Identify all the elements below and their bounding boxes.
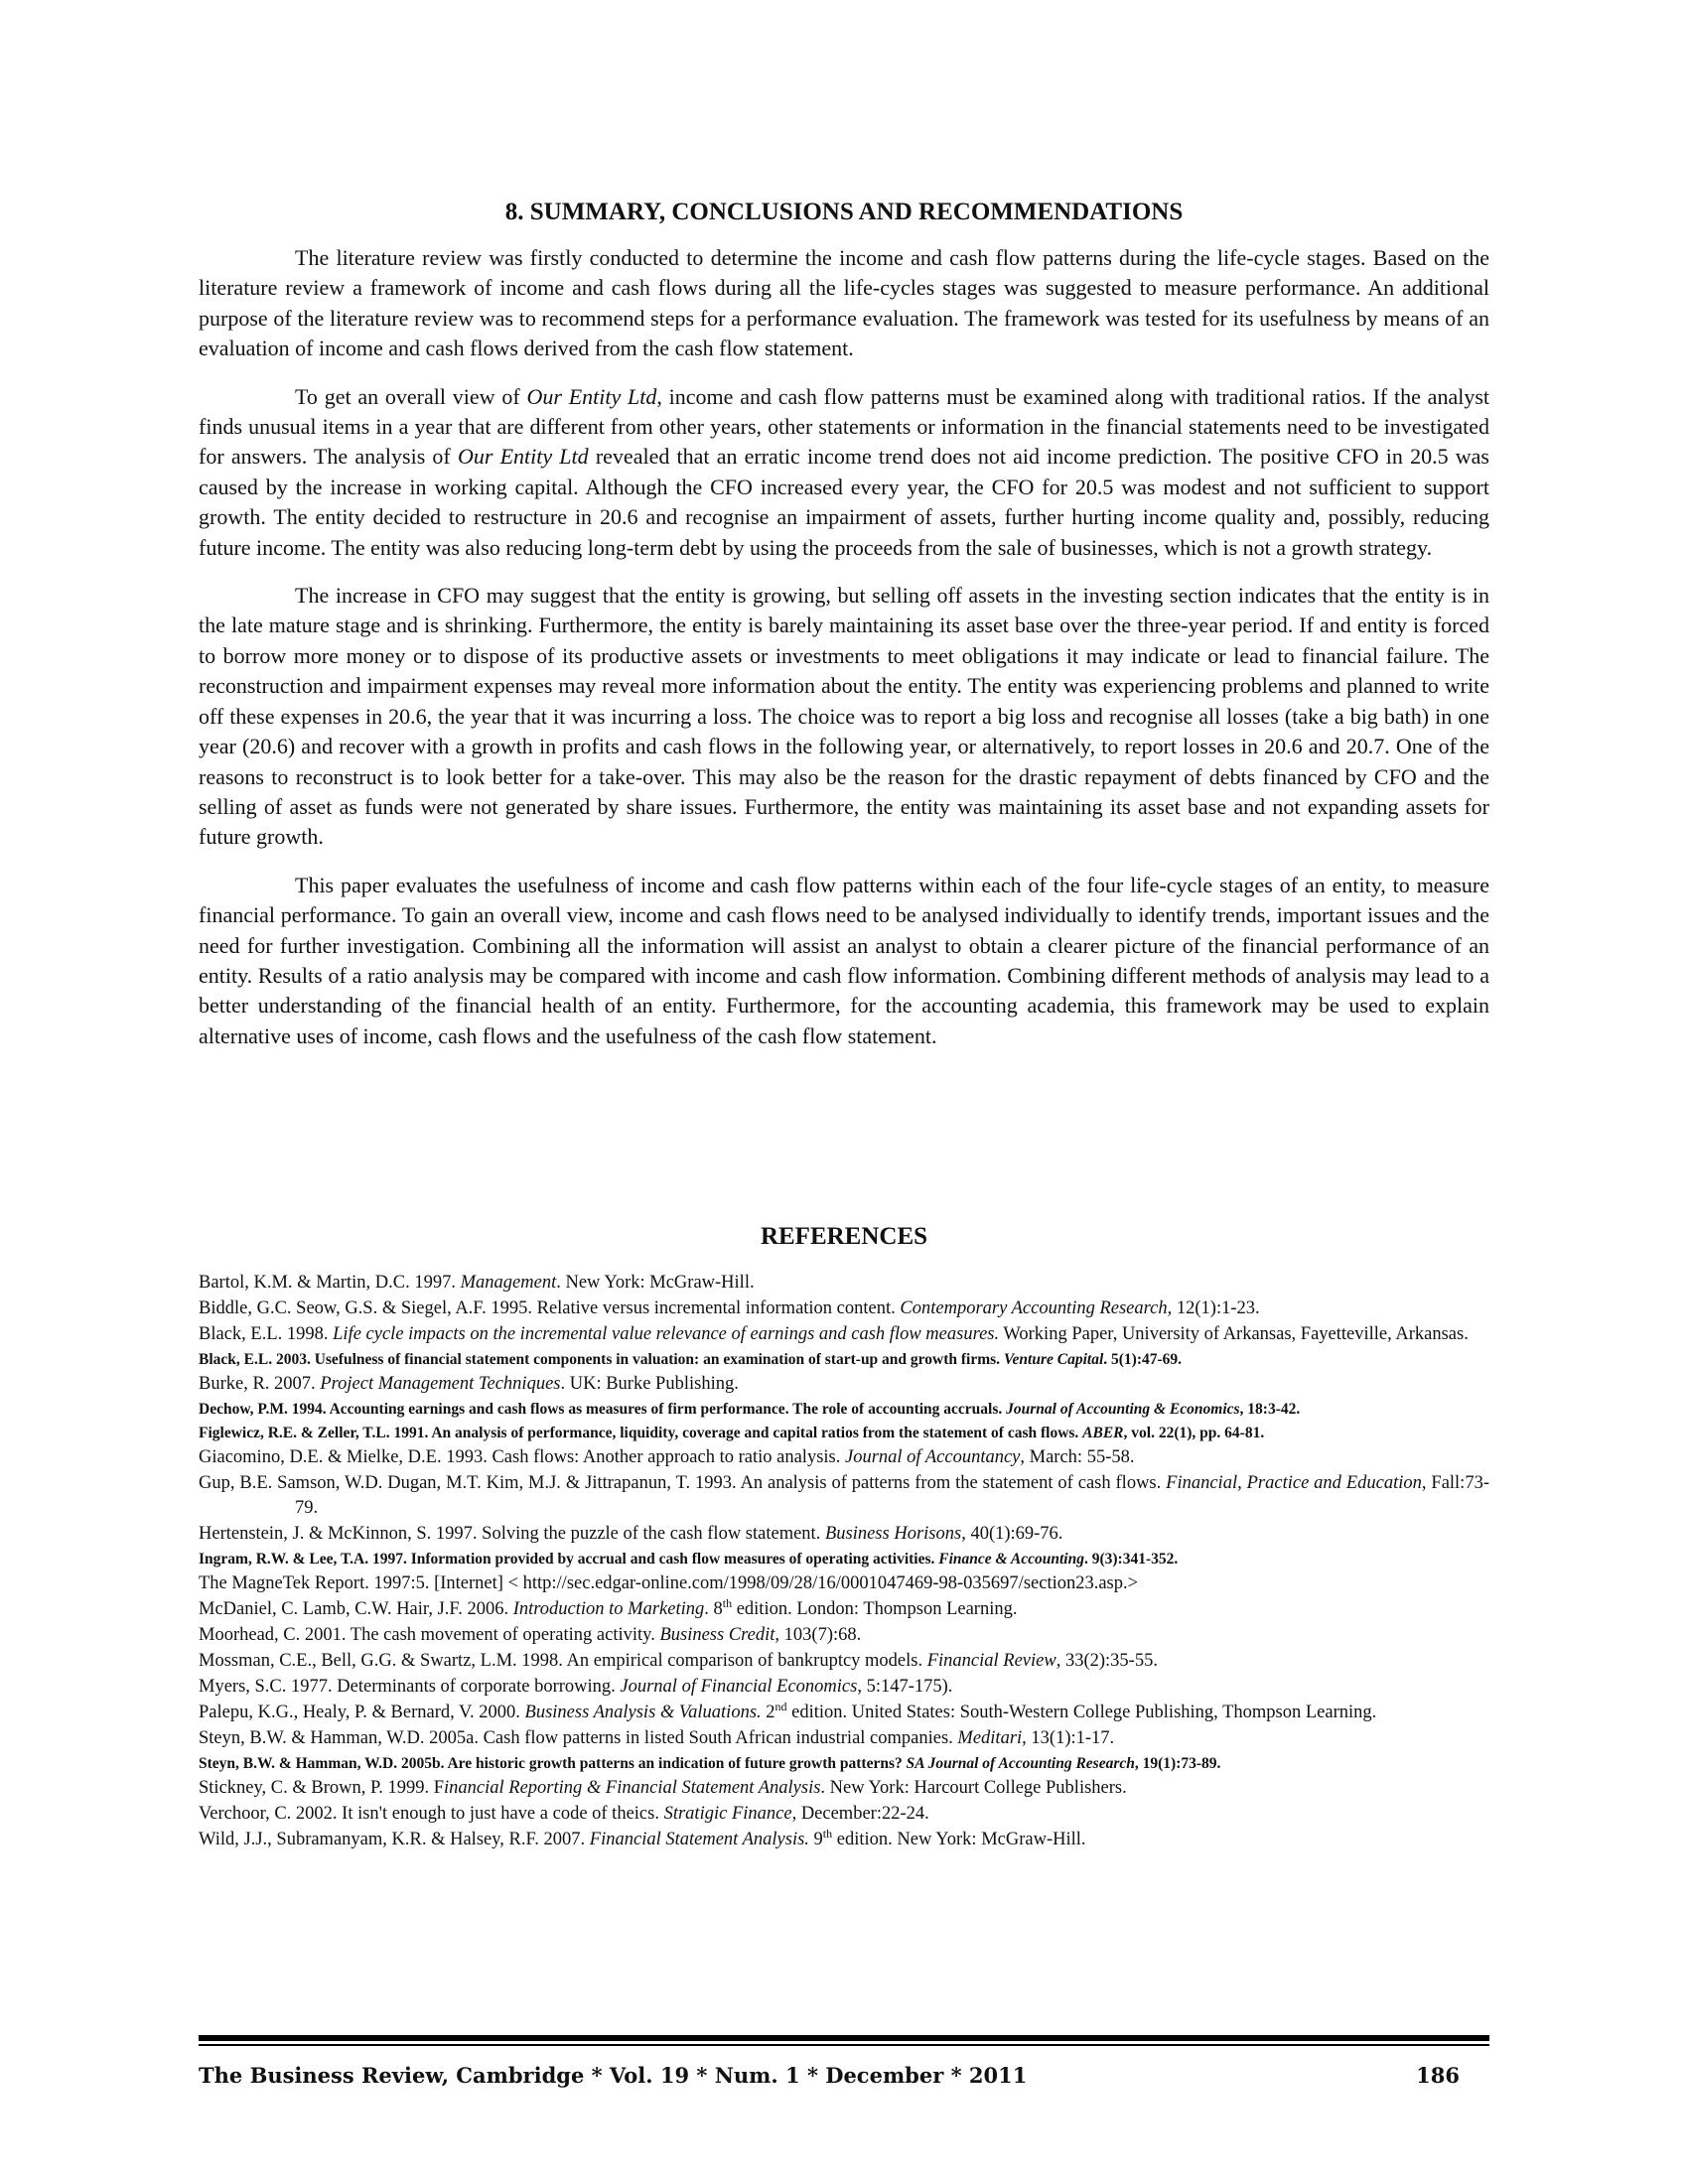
text-run: Hertenstein, J. & McKinnon, S. 1997. Solving the puzzle of the cash flow statement. xyxy=(199,1524,825,1544)
text-run: Moorhead, C. 2001. The cash movement of operating activity. xyxy=(199,1625,660,1645)
text-run: , 5:147-175). xyxy=(857,1677,953,1697)
reference-entry xyxy=(199,1726,1489,1751)
text-run: Biddle, G.C. Seow, G.S. & Siegel, A.F. 1995. Relative versus incremental information content. xyxy=(199,1298,901,1318)
text-run: Gup, B.E. Samson, W.D. Dugan, M.T. Kim, M.J. & Jittrapanun, T. 1993. An analysis of patterns from the statement of cash flows. xyxy=(199,1473,1167,1493)
reference-entry xyxy=(199,1675,1489,1700)
italic-text: ABER xyxy=(1082,1425,1124,1441)
text-run: , 13(1):1-17. xyxy=(1022,1728,1115,1748)
section-heading: 8. SUMMARY, CONCLUSIONS AND RECOMMENDATIONS xyxy=(504,199,1184,225)
paper-page xyxy=(199,0,1489,2184)
italic-text: Contemporary Accounting Research xyxy=(900,1298,1168,1318)
reference-entry xyxy=(199,1752,1489,1775)
reference-entry xyxy=(199,1398,1489,1421)
italic-text: Financial Review xyxy=(926,1651,1056,1671)
body-paragraph xyxy=(199,871,1489,1051)
text-run: Steyn, B.W. & Hamman, W.D. 2005b. Are historic growth patterns an indication of future growth patterns? xyxy=(199,1755,907,1772)
reference-entry xyxy=(199,1571,1489,1596)
text-run: McDaniel, C. Lamb, C.W. Hair, J.F. 2006. xyxy=(199,1599,513,1619)
italic-text: Project Management Techniques xyxy=(320,1374,561,1394)
reference-entry xyxy=(199,1445,1489,1470)
italic-text: Journal of Accounting & Economics xyxy=(1006,1401,1240,1418)
text-run: . New York: McGraw-Hill. xyxy=(556,1273,755,1293)
text-run: Myers, S.C. 1977. Determinants of corporate borrowing. xyxy=(199,1677,621,1697)
italic-text: Financial Statement Analysis. xyxy=(589,1830,809,1849)
text-run: Verchoor, C. 2002. It isn't enough to just have a code of theics. xyxy=(199,1804,664,1824)
text-run: Black, E.L. 1998. xyxy=(199,1324,334,1344)
page-number: 186 xyxy=(1416,2063,1460,2088)
reference-entry xyxy=(199,1471,1489,1521)
text-run: Palepu, K.G., Healy, P. & Bernard, V. 2000. xyxy=(199,1703,525,1722)
text-run: Steyn, B.W. & Hamman, W.D. 2005a. Cash flow patterns in listed South African industrial companies. xyxy=(199,1728,958,1748)
text-run: edition. London: Thompson Learning. xyxy=(732,1599,1018,1619)
italic-text: Journal of Accountancy xyxy=(844,1447,1021,1467)
footer-rule xyxy=(199,2035,1489,2046)
text-run: , 40(1):69-76. xyxy=(961,1524,1063,1544)
reference-entry xyxy=(199,1649,1489,1674)
text-run: Dechow, P.M. 1994. Accounting earnings and cash flows as measures of firm performance. The role of accounting accruals. xyxy=(199,1401,1007,1418)
text-run: The increase in CFO may suggest that the entity is growing, but selling off assets in the investing section indicates that the entity is in the late mature stage and is shrinking. Furthermore, the entity is barely maintaining its asset base over the three-year period. If and entity is forced to borrow more money or to dispose of its productive assets or investments to meet obligations it may indicate or lead to financial failure. The reconstruction and impairment expenses may reveal more information about the entity. The entity was experiencing problems and planned to write off these expenses in 20.6, the year that it was incurring a loss. The choice was to report a big loss and recognise all losses (take a big bath) in one year (20.6) and recover with a growth in profits and cash flows in the following year, or alternatively, to report losses in 20.6 and 20.7. One of the reasons to reconstruct is to look better for a take-over. This may also be the reason for the drastic repayment of debts financed by CFO and the selling of asset as funds were not generated by share issues. Furthermore, the entity was maintaining its asset base and not expanding assets for future growth. xyxy=(199,583,1489,850)
text-run: , 18:3-42. xyxy=(1239,1401,1301,1418)
text-run: Working Paper, University of Arkansas, Fayetteville, Arkansas. xyxy=(999,1324,1469,1344)
italic-text: Financial, Practice and Education xyxy=(1166,1473,1422,1493)
text-run: . UK: Burke Publishing. xyxy=(560,1374,739,1394)
reference-entry xyxy=(199,1422,1489,1444)
italic-text: Meditari xyxy=(957,1728,1023,1748)
text-run: . 8 xyxy=(704,1599,723,1619)
reference-entry xyxy=(199,1828,1489,1852)
italic-text: Our Entity Ltd xyxy=(526,383,657,409)
reference-entry xyxy=(199,1548,1489,1570)
italic-text: Our Entity Ltd xyxy=(457,444,589,470)
text-run: , 12(1):1-23. xyxy=(1167,1298,1260,1318)
text-run: 2 xyxy=(761,1703,775,1722)
text-run: Mossman, C.E., Bell, G.G. & Swartz, L.M. 1998. An empirical comparison of bankruptcy models. xyxy=(199,1651,927,1671)
text-run: , December:22-24. xyxy=(791,1804,929,1824)
text-run: Stickney, C. & Brown, P. 1999. F xyxy=(199,1778,445,1798)
text-run: . 9(3):341-352. xyxy=(1083,1551,1179,1568)
reference-entry xyxy=(199,1597,1489,1622)
body-paragraph xyxy=(199,581,1489,853)
text-run: Ingram, R.W. & Lee, T.A. 1997. Information provided by accrual and cash flow measures of operating activities. xyxy=(199,1551,939,1568)
text-run: , 33(2):35-55. xyxy=(1055,1651,1158,1671)
reference-entry xyxy=(199,1776,1489,1801)
text-run: , March: 55-58. xyxy=(1020,1447,1135,1467)
section-body xyxy=(199,243,1489,1069)
text-run: , 19(1):73-89. xyxy=(1134,1755,1221,1772)
text-run: Wild, J.J., Subramanyam, K.R. & Halsey, R.F. 2007. xyxy=(199,1830,590,1849)
text-run: . New York: Harcourt College Publishers. xyxy=(820,1778,1127,1798)
text-run: edition. United States: South-Western College Publishing, Thompson Learning. xyxy=(786,1703,1377,1722)
italic-text: Introduction to Marketing xyxy=(512,1599,705,1619)
italic-text: Venture Capital xyxy=(1003,1351,1104,1368)
italic-text: Business Horisons xyxy=(824,1524,962,1544)
text-run: To get an overall view of xyxy=(295,383,527,409)
italic-text: Business Analysis & Valuations. xyxy=(524,1703,762,1722)
reference-entry xyxy=(199,1802,1489,1827)
text-run: The literature review was firstly conducted to determine the income and cash flow patterns during the life-cycle stages. Based on the literature review a framework of income and cash flows during all the life-cycles stages was suggested to measure performance. An additional purpose of the literature review was to recommend steps for a performance evaluation. The framework was tested for its usefulness by means of an evaluation of income and cash flows derived from the cash flow statement. xyxy=(199,245,1489,361)
italic-text: Management xyxy=(460,1273,557,1293)
text-run: edition. New York: McGraw-Hill. xyxy=(832,1830,1086,1849)
reference-entry xyxy=(199,1271,1489,1296)
text-run: Giacomino, D.E. & Mielke, D.E. 1993. Cash flows: Another approach to ratio analysis. xyxy=(199,1447,845,1467)
reference-entry xyxy=(199,1297,1489,1321)
text-run: The MagneTek Report. 1997:5. [Internet] < http://sec.edgar-online.com/1998/09/28/16/0001047469-98-035697/section23.asp.> xyxy=(199,1573,1139,1593)
reference-entry xyxy=(199,1522,1489,1547)
superscript: nd xyxy=(774,1699,787,1713)
references-list xyxy=(199,1271,1489,1853)
reference-entry xyxy=(199,1372,1489,1397)
italic-text: SA Journal of Accounting Research xyxy=(906,1755,1135,1772)
italic-text: Journal of Financial Economics xyxy=(620,1677,858,1697)
text-run: Burke, R. 2007. xyxy=(199,1374,321,1394)
italic-text: Business Credit xyxy=(659,1625,775,1645)
text-run: Bartol, K.M. & Martin, D.C. 1997. xyxy=(199,1273,461,1293)
reference-entry xyxy=(199,1322,1489,1347)
text-run: 9 xyxy=(808,1830,823,1849)
reference-entry xyxy=(199,1623,1489,1648)
italic-text: Life cycle impacts on the incremental value relevance of earnings and cash flow measures. xyxy=(333,1324,1000,1344)
text-run: , vol. 22(1), pp. 64-81. xyxy=(1123,1425,1265,1441)
journal-citation: The Business Review, Cambridge * Vol. 19 * Num. 1 * December * 2011 xyxy=(199,2063,1028,2088)
body-paragraph xyxy=(199,243,1489,364)
text-run: . 5(1):47-69. xyxy=(1103,1351,1183,1368)
italic-text: Stratigic Finance xyxy=(663,1804,792,1824)
superscript: th xyxy=(722,1595,733,1610)
italic-text: Finance & Accounting xyxy=(938,1551,1084,1568)
italic-text: inancial Reporting & Financial Statement Analysis xyxy=(444,1778,821,1798)
text-run: , income and cash flow patterns must be examined along with traditional ratios. If the analyst finds unusual items in a year that are different from other years, other statements or information in the financial statements need to be investigated for answers. The analysis of xyxy=(199,383,1489,470)
text-run: revealed that an erratic income trend does not aid income prediction. The positive CFO in 20.5 was caused by the increase in working capital. Although the CFO increased every year, the CFO for 20.5 was modest and not sufficient to support growth. The entity decided to restructure in 20.6 and recognise an impairment of assets, further hurting income quality and, possibly, reducing future income. The entity was also reducing long-term debt by using the proceeds from the sale of businesses, which is not a growth strategy. xyxy=(199,444,1489,560)
references-heading: REFERENCES xyxy=(760,1223,928,1250)
text-run: , Fall:73-79. xyxy=(295,1473,1489,1518)
text-run: This paper evaluates the usefulness of income and cash flow patterns within each of the four life-cycle stages of an entity, to measure financial performance. To gain an overall view, income and cash flows need to be analysed individually to identify trends, important issues and the need for further investigation. Combining all the information will assist an analyst to obtain a clearer picture of the financial performance of an entity. Results of a ratio analysis may be compared with income and cash flow information. Combining different methods of analysis may lead to a better understanding of the financial health of an entity. Furthermore, for the accounting academia, this framework may be used to explain alternative uses of income, cash flows and the usefulness of the cash flow statement. xyxy=(199,872,1489,1048)
reference-entry xyxy=(199,1348,1489,1371)
text-run: Figlewicz, R.E. & Zeller, T.L. 1991. An analysis of performance, liquidity, coverage and capital ratios from the statement of cash flows. xyxy=(199,1425,1083,1441)
text-run: , 103(7):68. xyxy=(774,1625,862,1645)
reference-entry xyxy=(199,1701,1489,1725)
superscript: th xyxy=(822,1826,833,1841)
text-run: Black, E.L. 2003. Usefulness of financial statement components in valuation: an examination of start-up and growth firms. xyxy=(199,1351,1004,1368)
body-paragraph xyxy=(199,382,1489,563)
